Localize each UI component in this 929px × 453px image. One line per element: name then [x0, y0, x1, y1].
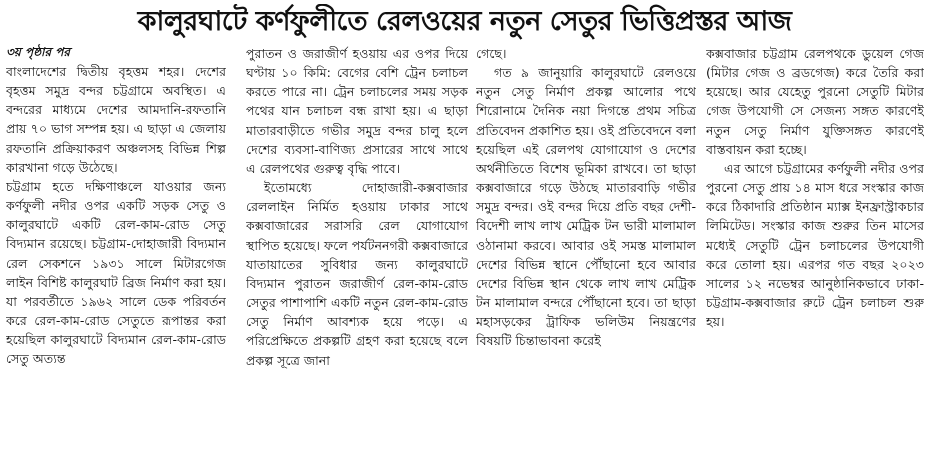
- paragraph: কক্সবাজার চট্টগ্রাম রেলপথকে ডুয়েল গেজ (মিটার গেজ ও ব্রডগেজ) করে তৈরি করা হয়েছে। আর যেহেতু পুরনো সেতুটি মিটার গেজ উপযোগী সে সেজন্য সঙ্গত কারণেই নতুন সেতু নির্মাণ যুক্তিসঙ্গত কারণেই বাস্তবায়ন করা হচ্ছে।: [706, 46, 924, 157]
- article-column-2: [246, 44, 468, 452]
- paragraph: এর আগে চট্টগ্রামের কর্ণফুলী নদীর ওপর পুরনো সেতু প্রায় ১৪ মাস ধরে সংস্কার কাজ করে ঠিকাদারি প্রতিষ্ঠান ম্যাক্স ইনফ্রাস্ট্রাকচার লিমিটেড। সংস্কার কাজ শুরুর তিন মাসের মধ্যেই সেতুটি ট্রেন চলাচলের উপযোগী করে তোলা হয়। এরপর গত বছর ২০২৩ সালের ১২ নভেম্বর আনুষ্ঠানিকভাবে ঢাকা-চট্টগ্রাম-কক্সবাজার রুটে ট্রেন চলাচল শুরু হয়।: [706, 160, 924, 330]
- paragraph: গেছে।: [476, 46, 507, 61]
- continuation-label: ৩য় পৃষ্ঠার পর: [6, 45, 71, 59]
- paragraph: ইতোমধ্যে দোহাজারী-কক্সবাজার রেললাইন নির্মিত হওয়ায় ঢাকার সাথে কক্সবাজারের সরাসরি রেল যোগাযোগ স্থাপিত হয়েছে। ফলে পর্যটননগরী কক্সবাজারে যাতায়াতের সুবিধার জন্য কালুরঘাটে বিদ্যমান পুরাতন জরাজীর্ণ রেল-কাম-রোড সেতুর পাশাপাশি একটি নতুন রেল-কাম-রোড সেতু নির্মাণ আবশ্যক হয়ে পড়ে। এ পরিপ্রেক্ষিতে প্রকল্পটি গ্রহণ করা হয়েছে বলে প্রকল্প সূত্রে জানা: [246, 180, 468, 368]
- article-column-4: [706, 44, 924, 452]
- headline: কালুরঘাটে কর্ণফুলীতে রেলওয়ের নতুন সেতুর ভিত্তিপ্রস্তর আজ: [137, 6, 792, 37]
- paragraph: বাংলাদেশের দ্বিতীয় বৃহত্তম শহর। দেশের বৃহত্তম সমুদ্র বন্দর চট্টগ্রামে অবস্থিত। এ বন্দরের মাধ্যমে দেশের আমদানি-রফতানি প্রায় ৭০ ভাগ সম্পন্ন হয়। এ ছাড়া এ জেলায় রফতানি প্রক্রিয়াকরণ অঞ্চলসহ বিভিন্ন শিল্প কারখানা গড়ে উঠেছে।: [6, 64, 226, 175]
- article-column-1: [6, 44, 226, 452]
- paragraph: গত ৯ জানুয়ারি কালুরঘাটে রেলওয়ে নতুন সেতু নির্মাণ প্রকল্প আলোর পথে শিরোনামে দৈনিক নয়া দিগন্তে প্রথম সচিত্র প্রতিবেদন প্রকাশিত হয়। ওই প্রতিবেদনে বলা হয়েছিল এই রেলপথ যোগাযোগ ও দেশের অর্থনীতিতে বিশেষ ভূমিকা রাখবে। তা ছাড়া কক্সবাজারে গড়ে উঠছে মাতারবাড়ি গভীর সমুদ্র বন্দর। ওই বন্দর দিয়ে প্রতি বছর দেশী-বিদেশী লাখ লাখ মেট্রিক টন ভারী মালামাল ওঠানামা করবে। আবার ওই সমস্ত মালামাল দেশের বিভিন্ন স্থানে পৌঁছানো হবে আবার দেশের বিভিন্ন স্থান থেকে লাখ লাখ মেট্রিক টন মালামাল বন্দরে পৌঁছানো হবে। তা ছাড়া মহাসড়কের ট্রাফিক ভলিউম নিয়ন্ত্রণের বিষয়টি চিন্তাভাবনা করেই: [476, 65, 696, 349]
- paragraph: চট্টগ্রাম হতে দক্ষিণাঞ্চলে যাওয়ার জন্য কর্ণফুলী নদীর ওপর একটি সড়ক সেতু ও কালুরঘাটে একটি রেল-কাম-রোড সেতু বিদ্যমান রয়েছে। চট্টগ্রাম-দোহাজারী বিদ্যমান রেল সেকশনে ১৯৩১ সালে মিটারগেজ লাইন বিশিষ্ট কালুরঘাট ব্রিজ নির্মাণ করা হয়। যা পরবর্তীতে ১৯৬২ সালে ডেক পরিবর্তন করে রেল-কাম-রোড সেতুতে রূপান্তর করা হয়েছিল কালুরঘাটে বিদ্যমান রেল-কাম-রোড সেতু অত্যন্ত: [6, 178, 226, 367]
- paragraph: পুরাতন ও জরাজীর্ণ হওয়ায় এর ওপর দিয়ে ঘণ্টায় ১০ কিমি: বেগের বেশি ট্রেন চলাচল করতে পারে না। ট্রেন চলাচলের সময় সড়ক পথের যান চলাচল বন্ধ রাখা হয়। এ ছাড়া মাতারবাড়ীতে গভীর সমুদ্র বন্দর চালু হলে দেশের ব্যবসা-বাণিজ্য প্রসারের সাথে সাথে এ রেলপথের গুরুত্ব বৃদ্ধি পাবে।: [246, 46, 468, 176]
- article-column-3: [476, 44, 696, 452]
